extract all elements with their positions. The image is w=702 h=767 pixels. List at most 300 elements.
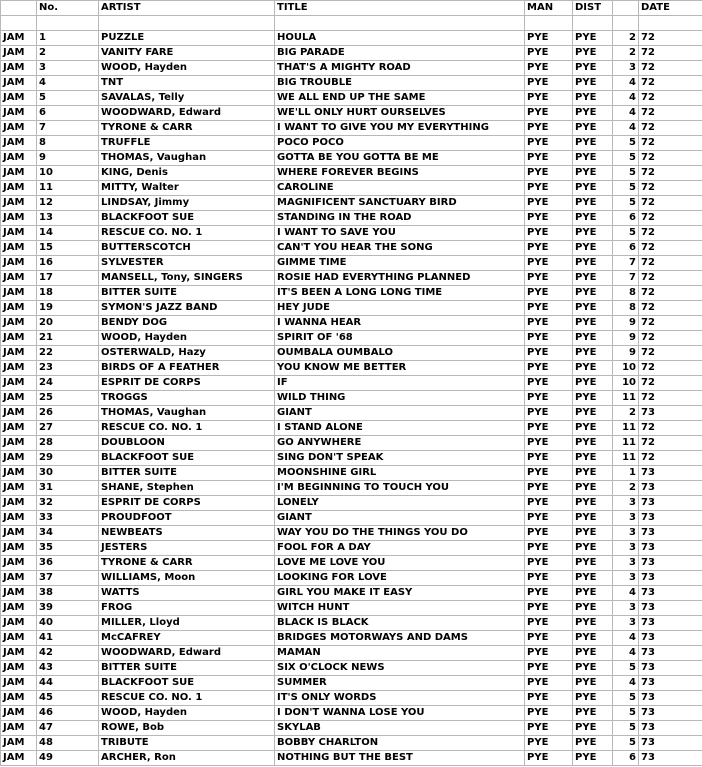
blank-cell[interactable] [37,16,99,31]
cell-dist[interactable]: PYE [573,421,613,436]
cell-title[interactable]: SPIRIT OF '68 [275,331,525,346]
cell-label[interactable]: JAM [1,286,37,301]
cell-dist[interactable]: PYE [573,31,613,46]
cell-man[interactable]: PYE [525,241,573,256]
cell-dist[interactable]: PYE [573,286,613,301]
cell-month[interactable]: 2 [613,406,639,421]
cell-label[interactable]: JAM [1,661,37,676]
cell-label[interactable]: JAM [1,541,37,556]
cell-artist[interactable]: JESTERS [99,541,275,556]
cell-dist[interactable]: PYE [573,526,613,541]
cell-artist[interactable]: RESCUE CO. NO. 1 [99,421,275,436]
cell-date[interactable]: 72 [639,226,702,241]
header-cell-artist[interactable]: ARTIST [99,1,275,16]
cell-dist[interactable]: PYE [573,721,613,736]
cell-label[interactable]: JAM [1,346,37,361]
cell-artist[interactable]: WILLIAMS, Moon [99,571,275,586]
cell-no[interactable]: 26 [37,406,99,421]
cell-title[interactable]: BOBBY CHARLTON [275,736,525,751]
header-cell-man[interactable]: MAN [525,1,573,16]
cell-no[interactable]: 25 [37,391,99,406]
cell-title[interactable]: WHERE FOREVER BEGINS [275,166,525,181]
cell-no[interactable]: 49 [37,751,99,766]
cell-title[interactable]: GIANT [275,406,525,421]
cell-no[interactable]: 23 [37,361,99,376]
cell-artist[interactable]: MITTY, Walter [99,181,275,196]
cell-no[interactable]: 36 [37,556,99,571]
cell-month[interactable]: 7 [613,271,639,286]
cell-label[interactable]: JAM [1,76,37,91]
cell-no[interactable]: 21 [37,331,99,346]
header-cell-no[interactable]: No. [37,1,99,16]
cell-artist[interactable]: TROGGS [99,391,275,406]
cell-date[interactable]: 72 [639,346,702,361]
cell-no[interactable]: 8 [37,136,99,151]
cell-no[interactable]: 37 [37,571,99,586]
cell-month[interactable]: 4 [613,586,639,601]
cell-month[interactable]: 3 [613,571,639,586]
cell-date[interactable]: 72 [639,76,702,91]
cell-artist[interactable]: OSTERWALD, Hazy [99,346,275,361]
cell-dist[interactable]: PYE [573,106,613,121]
cell-man[interactable]: PYE [525,31,573,46]
header-cell-dist[interactable]: DIST [573,1,613,16]
cell-no[interactable]: 22 [37,346,99,361]
cell-man[interactable]: PYE [525,646,573,661]
cell-no[interactable]: 39 [37,601,99,616]
cell-artist[interactable]: VANITY FARE [99,46,275,61]
cell-month[interactable]: 6 [613,241,639,256]
cell-man[interactable]: PYE [525,691,573,706]
cell-title[interactable]: LOOKING FOR LOVE [275,571,525,586]
cell-month[interactable]: 3 [613,616,639,631]
blank-cell[interactable] [613,16,639,31]
cell-month[interactable]: 4 [613,646,639,661]
cell-title[interactable]: I WANT TO SAVE YOU [275,226,525,241]
cell-dist[interactable]: PYE [573,496,613,511]
cell-man[interactable]: PYE [525,286,573,301]
cell-month[interactable]: 3 [613,61,639,76]
cell-date[interactable]: 72 [639,421,702,436]
cell-man[interactable]: PYE [525,526,573,541]
cell-label[interactable]: JAM [1,166,37,181]
cell-dist[interactable]: PYE [573,391,613,406]
cell-date[interactable]: 73 [639,556,702,571]
cell-label[interactable]: JAM [1,571,37,586]
cell-no[interactable]: 38 [37,586,99,601]
cell-dist[interactable]: PYE [573,586,613,601]
cell-man[interactable]: PYE [525,256,573,271]
cell-title[interactable]: GIANT [275,511,525,526]
cell-label[interactable]: JAM [1,646,37,661]
cell-man[interactable]: PYE [525,421,573,436]
cell-no[interactable]: 41 [37,631,99,646]
cell-date[interactable]: 72 [639,271,702,286]
cell-date[interactable]: 73 [639,631,702,646]
cell-date[interactable]: 72 [639,286,702,301]
cell-dist[interactable]: PYE [573,466,613,481]
cell-label[interactable]: JAM [1,721,37,736]
cell-dist[interactable]: PYE [573,511,613,526]
cell-dist[interactable]: PYE [573,271,613,286]
cell-label[interactable]: JAM [1,136,37,151]
cell-no[interactable]: 32 [37,496,99,511]
cell-dist[interactable]: PYE [573,121,613,136]
cell-artist[interactable]: THOMAS, Vaughan [99,406,275,421]
cell-label[interactable]: JAM [1,736,37,751]
cell-no[interactable]: 30 [37,466,99,481]
cell-month[interactable]: 2 [613,481,639,496]
cell-label[interactable]: JAM [1,376,37,391]
cell-dist[interactable]: PYE [573,91,613,106]
cell-artist[interactable]: TRUFFLE [99,136,275,151]
cell-dist[interactable]: PYE [573,616,613,631]
cell-month[interactable]: 8 [613,301,639,316]
cell-dist[interactable]: PYE [573,331,613,346]
cell-artist[interactable]: WOODWARD, Edward [99,106,275,121]
cell-month[interactable]: 4 [613,631,639,646]
cell-dist[interactable]: PYE [573,211,613,226]
cell-date[interactable]: 72 [639,301,702,316]
blank-cell[interactable] [1,16,37,31]
cell-month[interactable]: 11 [613,391,639,406]
cell-no[interactable]: 18 [37,286,99,301]
cell-label[interactable]: JAM [1,706,37,721]
header-cell-title[interactable]: TITLE [275,1,525,16]
cell-label[interactable]: JAM [1,196,37,211]
cell-date[interactable]: 73 [639,406,702,421]
cell-date[interactable]: 73 [639,721,702,736]
cell-dist[interactable]: PYE [573,646,613,661]
cell-man[interactable]: PYE [525,601,573,616]
cell-artist[interactable]: TYRONE & CARR [99,556,275,571]
cell-man[interactable]: PYE [525,541,573,556]
cell-dist[interactable]: PYE [573,736,613,751]
cell-title[interactable]: IT'S BEEN A LONG LONG TIME [275,286,525,301]
cell-title[interactable]: GO ANYWHERE [275,436,525,451]
header-cell-label[interactable] [1,1,37,16]
cell-no[interactable]: 28 [37,436,99,451]
cell-man[interactable]: PYE [525,316,573,331]
cell-man[interactable]: PYE [525,136,573,151]
cell-no[interactable]: 6 [37,106,99,121]
cell-man[interactable]: PYE [525,751,573,766]
cell-man[interactable]: PYE [525,736,573,751]
cell-artist[interactable]: TYRONE & CARR [99,121,275,136]
cell-title[interactable]: LONELY [275,496,525,511]
cell-no[interactable]: 19 [37,301,99,316]
cell-month[interactable]: 1 [613,466,639,481]
cell-no[interactable]: 3 [37,61,99,76]
cell-label[interactable]: JAM [1,616,37,631]
cell-date[interactable]: 73 [639,661,702,676]
cell-no[interactable]: 12 [37,196,99,211]
cell-no[interactable]: 7 [37,121,99,136]
cell-date[interactable]: 73 [639,646,702,661]
cell-date[interactable]: 73 [639,676,702,691]
cell-artist[interactable]: NEWBEATS [99,526,275,541]
cell-dist[interactable]: PYE [573,751,613,766]
cell-dist[interactable]: PYE [573,406,613,421]
cell-no[interactable]: 11 [37,181,99,196]
cell-title[interactable]: WAY YOU DO THE THINGS YOU DO [275,526,525,541]
cell-title[interactable]: CAROLINE [275,181,525,196]
cell-label[interactable]: JAM [1,226,37,241]
cell-title[interactable]: HEY JUDE [275,301,525,316]
cell-no[interactable]: 29 [37,451,99,466]
cell-date[interactable]: 73 [639,541,702,556]
cell-label[interactable]: JAM [1,451,37,466]
cell-dist[interactable]: PYE [573,481,613,496]
cell-label[interactable]: JAM [1,121,37,136]
cell-date[interactable]: 72 [639,121,702,136]
cell-month[interactable]: 10 [613,361,639,376]
cell-man[interactable]: PYE [525,181,573,196]
cell-artist[interactable]: BLACKFOOT SUE [99,451,275,466]
cell-label[interactable]: JAM [1,421,37,436]
cell-date[interactable]: 72 [639,316,702,331]
cell-label[interactable]: JAM [1,481,37,496]
cell-month[interactable]: 5 [613,136,639,151]
cell-artist[interactable]: SHANE, Stephen [99,481,275,496]
cell-label[interactable]: JAM [1,271,37,286]
cell-artist[interactable]: BLACKFOOT SUE [99,211,275,226]
cell-dist[interactable]: PYE [573,706,613,721]
cell-dist[interactable]: PYE [573,61,613,76]
cell-date[interactable]: 72 [639,211,702,226]
cell-man[interactable]: PYE [525,376,573,391]
cell-no[interactable]: 46 [37,706,99,721]
cell-man[interactable]: PYE [525,196,573,211]
cell-man[interactable]: PYE [525,631,573,646]
header-cell-date[interactable]: DATE [639,1,702,16]
cell-artist[interactable]: WOOD, Hayden [99,61,275,76]
cell-man[interactable]: PYE [525,616,573,631]
cell-dist[interactable]: PYE [573,181,613,196]
cell-label[interactable]: JAM [1,361,37,376]
cell-date[interactable]: 72 [639,31,702,46]
cell-date[interactable]: 73 [639,496,702,511]
cell-no[interactable]: 40 [37,616,99,631]
cell-title[interactable]: ROSIE HAD EVERYTHING PLANNED [275,271,525,286]
cell-title[interactable]: HOULA [275,31,525,46]
cell-month[interactable]: 5 [613,661,639,676]
cell-title[interactable]: WE'LL ONLY HURT OURSELVES [275,106,525,121]
cell-man[interactable]: PYE [525,481,573,496]
cell-date[interactable]: 72 [639,331,702,346]
cell-dist[interactable]: PYE [573,241,613,256]
cell-artist[interactable]: MANSELL, Tony, SINGERS [99,271,275,286]
cell-man[interactable]: PYE [525,556,573,571]
cell-date[interactable]: 73 [639,481,702,496]
cell-title[interactable]: I'M BEGINNING TO TOUCH YOU [275,481,525,496]
cell-month[interactable]: 4 [613,91,639,106]
cell-dist[interactable]: PYE [573,76,613,91]
cell-no[interactable]: 44 [37,676,99,691]
cell-no[interactable]: 47 [37,721,99,736]
cell-label[interactable]: JAM [1,181,37,196]
cell-label[interactable]: JAM [1,31,37,46]
cell-dist[interactable]: PYE [573,196,613,211]
cell-date[interactable]: 73 [639,601,702,616]
cell-no[interactable]: 1 [37,31,99,46]
cell-artist[interactable]: WOOD, Hayden [99,706,275,721]
cell-label[interactable]: JAM [1,46,37,61]
cell-month[interactable]: 4 [613,676,639,691]
cell-label[interactable]: JAM [1,331,37,346]
cell-dist[interactable]: PYE [573,601,613,616]
cell-title[interactable]: WILD THING [275,391,525,406]
cell-month[interactable]: 11 [613,451,639,466]
cell-month[interactable]: 2 [613,46,639,61]
cell-month[interactable]: 5 [613,706,639,721]
cell-artist[interactable]: THOMAS, Vaughan [99,151,275,166]
cell-title[interactable]: I STAND ALONE [275,421,525,436]
cell-title[interactable]: BIG TROUBLE [275,76,525,91]
cell-man[interactable]: PYE [525,406,573,421]
cell-dist[interactable]: PYE [573,136,613,151]
cell-man[interactable]: PYE [525,496,573,511]
cell-no[interactable]: 2 [37,46,99,61]
cell-artist[interactable]: WOODWARD, Edward [99,646,275,661]
cell-label[interactable]: JAM [1,106,37,121]
cell-month[interactable]: 5 [613,721,639,736]
cell-label[interactable]: JAM [1,466,37,481]
cell-title[interactable]: I DON'T WANNA LOSE YOU [275,706,525,721]
cell-artist[interactable]: DOUBLOON [99,436,275,451]
cell-no[interactable]: 33 [37,511,99,526]
cell-artist[interactable]: ROWE, Bob [99,721,275,736]
cell-title[interactable]: GIMME TIME [275,256,525,271]
cell-no[interactable]: 24 [37,376,99,391]
cell-date[interactable]: 72 [639,61,702,76]
cell-artist[interactable]: BENDY DOG [99,316,275,331]
blank-cell[interactable] [525,16,573,31]
cell-month[interactable]: 5 [613,151,639,166]
cell-month[interactable]: 5 [613,166,639,181]
blank-cell[interactable] [573,16,613,31]
cell-month[interactable]: 11 [613,421,639,436]
cell-date[interactable]: 73 [639,736,702,751]
cell-title[interactable]: I WANNA HEAR [275,316,525,331]
cell-date[interactable]: 73 [639,706,702,721]
cell-label[interactable]: JAM [1,496,37,511]
cell-date[interactable]: 73 [639,526,702,541]
cell-artist[interactable]: BIRDS OF A FEATHER [99,361,275,376]
cell-title[interactable]: FOOL FOR A DAY [275,541,525,556]
cell-artist[interactable]: SYMON'S JAZZ BAND [99,301,275,316]
cell-man[interactable]: PYE [525,721,573,736]
cell-dist[interactable]: PYE [573,376,613,391]
cell-dist[interactable]: PYE [573,691,613,706]
cell-dist[interactable]: PYE [573,631,613,646]
cell-man[interactable]: PYE [525,466,573,481]
cell-man[interactable]: PYE [525,586,573,601]
cell-date[interactable]: 73 [639,511,702,526]
cell-month[interactable]: 9 [613,346,639,361]
cell-artist[interactable]: BITTER SUITE [99,286,275,301]
cell-man[interactable]: PYE [525,151,573,166]
cell-artist[interactable]: BITTER SUITE [99,466,275,481]
cell-date[interactable]: 73 [639,466,702,481]
cell-date[interactable]: 72 [639,181,702,196]
cell-dist[interactable]: PYE [573,301,613,316]
cell-month[interactable]: 4 [613,121,639,136]
cell-date[interactable]: 72 [639,106,702,121]
cell-dist[interactable]: PYE [573,571,613,586]
cell-month[interactable]: 5 [613,196,639,211]
cell-label[interactable]: JAM [1,301,37,316]
cell-title[interactable]: THAT'S A MIGHTY ROAD [275,61,525,76]
cell-label[interactable]: JAM [1,406,37,421]
cell-label[interactable]: JAM [1,556,37,571]
cell-title[interactable]: MAGNIFICENT SANCTUARY BIRD [275,196,525,211]
cell-month[interactable]: 3 [613,526,639,541]
cell-artist[interactable]: TNT [99,76,275,91]
cell-title[interactable]: SKYLAB [275,721,525,736]
cell-no[interactable]: 4 [37,76,99,91]
cell-man[interactable]: PYE [525,76,573,91]
cell-dist[interactable]: PYE [573,226,613,241]
cell-date[interactable]: 72 [639,241,702,256]
blank-cell[interactable] [639,16,702,31]
cell-man[interactable]: PYE [525,46,573,61]
cell-title[interactable]: LOVE ME LOVE YOU [275,556,525,571]
cell-artist[interactable]: ESPRIT DE CORPS [99,496,275,511]
cell-no[interactable]: 42 [37,646,99,661]
cell-no[interactable]: 16 [37,256,99,271]
cell-man[interactable]: PYE [525,61,573,76]
cell-label[interactable]: JAM [1,631,37,646]
cell-title[interactable]: WITCH HUNT [275,601,525,616]
cell-man[interactable]: PYE [525,121,573,136]
cell-dist[interactable]: PYE [573,556,613,571]
cell-month[interactable]: 8 [613,286,639,301]
cell-no[interactable]: 14 [37,226,99,241]
cell-title[interactable]: GIRL YOU MAKE IT EASY [275,586,525,601]
cell-title[interactable]: STANDING IN THE ROAD [275,211,525,226]
cell-no[interactable]: 5 [37,91,99,106]
cell-no[interactable]: 45 [37,691,99,706]
cell-month[interactable]: 6 [613,751,639,766]
cell-month[interactable]: 10 [613,376,639,391]
cell-artist[interactable]: ESPRIT DE CORPS [99,376,275,391]
cell-month[interactable]: 5 [613,691,639,706]
cell-artist[interactable]: RESCUE CO. NO. 1 [99,226,275,241]
cell-label[interactable]: JAM [1,436,37,451]
cell-artist[interactable]: SYLVESTER [99,256,275,271]
cell-man[interactable]: PYE [525,346,573,361]
cell-no[interactable]: 20 [37,316,99,331]
cell-label[interactable]: JAM [1,241,37,256]
cell-title[interactable]: POCO POCO [275,136,525,151]
cell-date[interactable]: 72 [639,376,702,391]
cell-dist[interactable]: PYE [573,346,613,361]
cell-dist[interactable]: PYE [573,541,613,556]
cell-date[interactable]: 72 [639,451,702,466]
cell-title[interactable]: MAMAN [275,646,525,661]
cell-title[interactable]: OUMBALA OUMBALO [275,346,525,361]
cell-date[interactable]: 72 [639,46,702,61]
cell-man[interactable]: PYE [525,706,573,721]
cell-title[interactable]: IF [275,376,525,391]
cell-man[interactable]: PYE [525,271,573,286]
cell-label[interactable]: JAM [1,316,37,331]
cell-month[interactable]: 3 [613,511,639,526]
cell-no[interactable]: 15 [37,241,99,256]
cell-title[interactable]: GOTTA BE YOU GOTTA BE ME [275,151,525,166]
cell-date[interactable]: 72 [639,91,702,106]
